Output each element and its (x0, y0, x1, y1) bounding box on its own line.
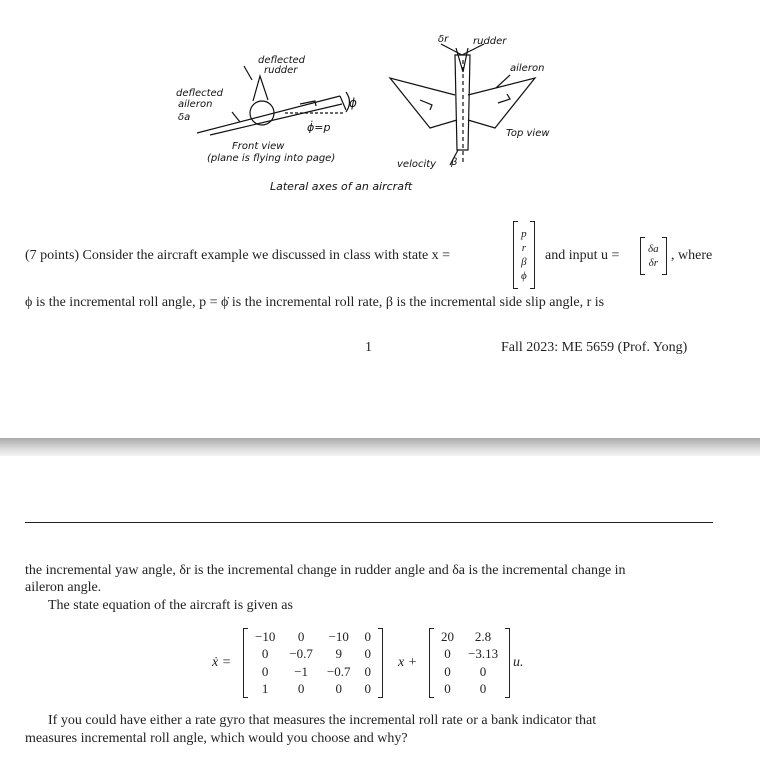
state-entry: p (521, 228, 527, 240)
page-separator (0, 438, 760, 456)
matrix-row (434, 681, 505, 699)
matrix-cell: 0 (364, 628, 372, 644)
where-label: , where (671, 248, 713, 263)
problem-line2: ϕ is the incremental roll angle, p = ϕ̇ is the incremental roll rate, β is the incremental side slip angle, r is (25, 295, 605, 310)
page2-line3: The state equation of the aircraft is given as (48, 598, 293, 613)
annot-aileron-top: aileron (510, 63, 545, 74)
header-rule (25, 522, 713, 523)
matrix-cell: 0 (261, 646, 269, 662)
annot-deflected-rudder-2: rudder (264, 65, 298, 76)
course-footer: Fall 2023: ME 5659 (Prof. Yong) (501, 340, 688, 355)
matrix-row (248, 646, 378, 664)
matrix-cell: 0 (444, 663, 451, 679)
page-number: 1 (365, 340, 372, 355)
problem-intro (25, 247, 450, 265)
u-end: u. (513, 655, 524, 670)
matrix-cell: −1 (294, 663, 309, 679)
matrix-row (434, 646, 505, 664)
annot-deflected-aileron-2: aileron (178, 99, 213, 110)
annot-phi: ϕ (349, 96, 357, 110)
matrix-b (429, 628, 510, 698)
page2-line2: aileron angle. (25, 580, 102, 595)
matrix-cell: 1 (261, 681, 269, 697)
annot-plane-flying: (plane is flying into page) (207, 153, 336, 164)
matrix-cell: 0 (297, 628, 305, 644)
state-vector (513, 221, 535, 289)
matrix-cell: 0 (479, 681, 487, 697)
annot-deflected-aileron-1: deflected (176, 88, 224, 99)
matrix-cell: −10 (255, 628, 276, 644)
matrix-cell: 2.8 (474, 628, 492, 644)
matrix-cell: 0 (261, 663, 269, 679)
matrix-row (434, 663, 505, 681)
input-entry: δr (648, 257, 659, 269)
matrix-row (434, 628, 505, 646)
annot-deflected-rudder-1: deflected (258, 55, 306, 66)
state-entry: ϕ (521, 270, 527, 282)
x-plus: x + (398, 655, 418, 670)
matrix-cell: 0 (364, 681, 372, 697)
matrix-cell: 20 (441, 628, 454, 644)
matrix-cell: −10 (328, 628, 349, 644)
matrix-cell: 0 (335, 681, 342, 697)
matrix-cell: 0 (364, 646, 372, 662)
annot-da: δa (178, 112, 191, 123)
input-vector (640, 237, 667, 275)
matrix-cell: 9 (335, 646, 342, 662)
matrix-cell: −0.7 (289, 646, 313, 662)
matrix-b-table (434, 628, 505, 698)
annot-velocity: velocity (397, 159, 437, 170)
annot-sr: δr (438, 34, 449, 45)
matrix-cell: 0 (364, 663, 372, 679)
matrix-cell: 0 (444, 646, 451, 662)
annot-beta: β (451, 157, 458, 168)
matrix-cell: 0 (297, 681, 305, 697)
matrix-cell: −3.13 (468, 646, 499, 662)
matrix-a (243, 628, 383, 698)
annot-front-view: Front view (232, 141, 285, 152)
state-entry: r (521, 242, 526, 254)
matrix-row (248, 681, 378, 699)
annot-phidot: ϕ̇=p (307, 121, 331, 134)
state-entry: β (521, 256, 527, 268)
annot-rudder: rudder (473, 36, 507, 47)
aircraft-figure (0, 0, 760, 205)
input-entry: δa (648, 243, 659, 255)
annot-top-view: Top view (506, 128, 550, 139)
problem-intro-text: (7 points) Consider the aircraft example we discussed in class with state x = (25, 248, 451, 263)
question-line1: If you could have either a rate gyro that measures the incremental roll rate or a bank indicator that (48, 713, 597, 728)
xdot-lhs: ẋ = (212, 655, 232, 670)
question-line2: measures incremental roll angle, which would you choose and why? (25, 731, 408, 746)
matrix-cell: −0.7 (326, 663, 351, 679)
and-input-label: and input u = (545, 248, 620, 263)
figure-caption: Lateral axes of an aircraft (270, 180, 413, 193)
matrix-row (248, 628, 378, 646)
matrix-cell: 0 (444, 681, 451, 697)
matrix-row (248, 663, 378, 681)
page-2 (0, 456, 760, 772)
matrix-cell: 0 (479, 663, 487, 679)
matrix-a-table (248, 628, 378, 698)
page2-line1: the incremental yaw angle, δr is the incremental change in rudder angle and δa is the incremental change in (25, 563, 626, 578)
